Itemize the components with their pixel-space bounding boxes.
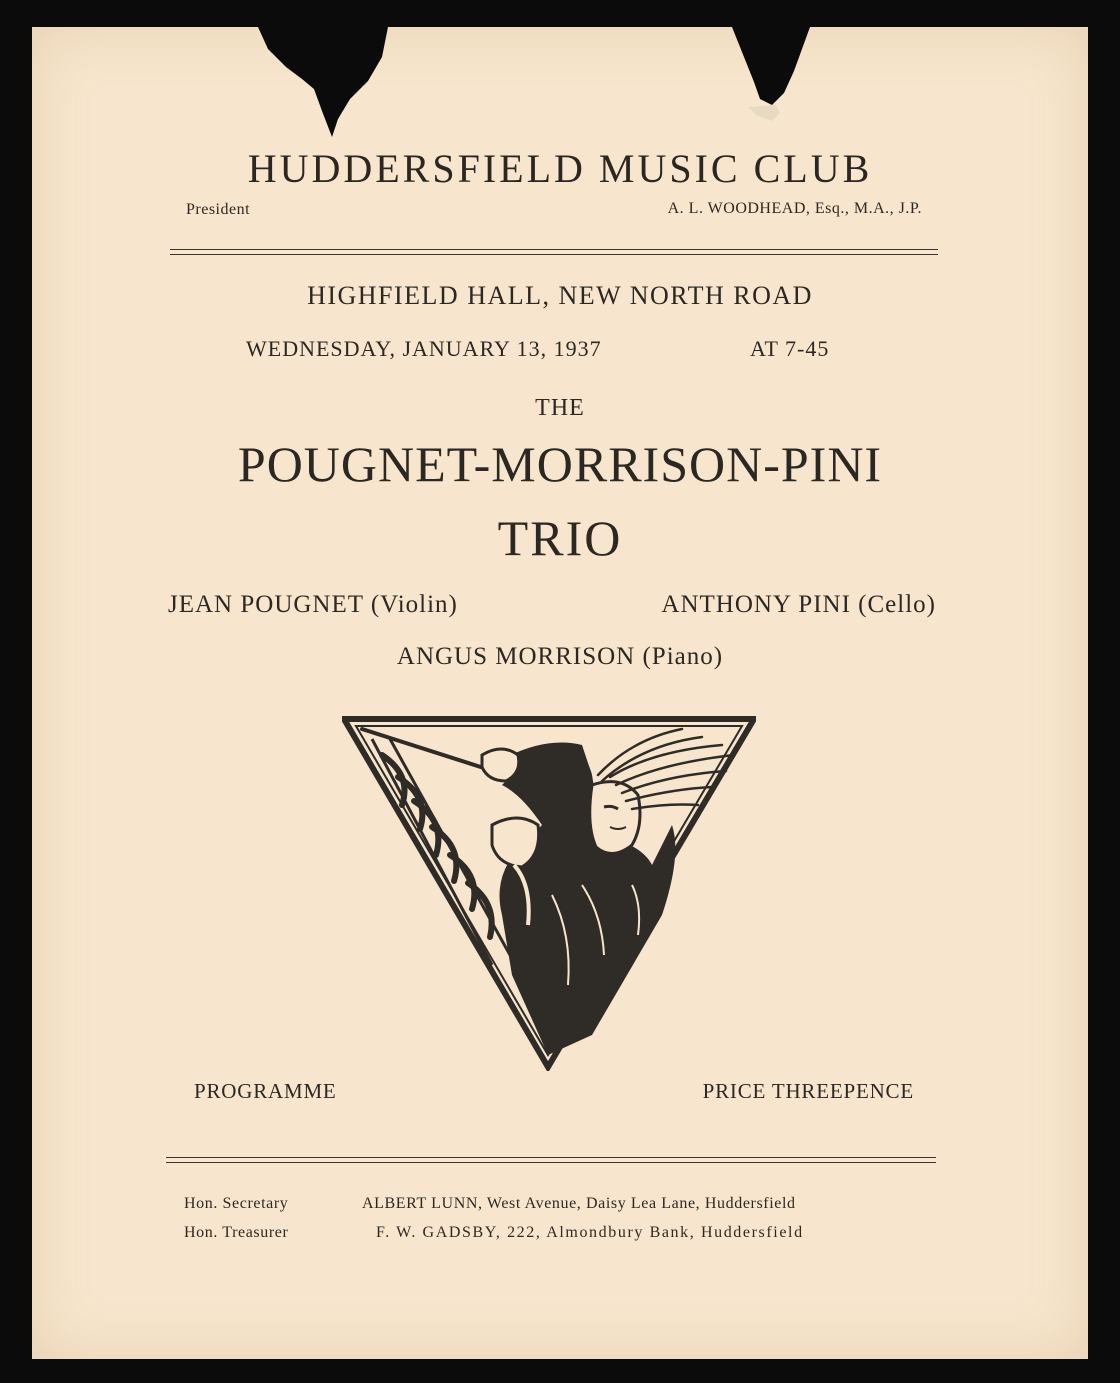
performer-instrument: (Cello) xyxy=(858,591,936,618)
top-divider xyxy=(170,249,938,255)
performer-cello xyxy=(661,591,936,619)
bottom-divider xyxy=(166,1157,936,1163)
price-label: PRICE THREEPENCE xyxy=(702,1079,914,1103)
conductor-triangle-woodcut-icon xyxy=(342,715,756,1071)
president-name: A. L. WOODHEAD, Esq., M.A., J.P. xyxy=(667,200,922,217)
treasurer-role: Hon. Treasurer xyxy=(184,1224,289,1241)
ensemble-name: POUGNET-MORRISON-PINI xyxy=(237,436,883,492)
performer-instrument: (Violin) xyxy=(370,591,458,618)
concert-time: AT 7-45 xyxy=(750,336,830,361)
performer-violin xyxy=(168,591,458,619)
treasurer-details: F. W. GADSBY, 222, Almondbury Bank, Huddersfield xyxy=(376,1224,804,1241)
secretary-details: ALBERT LUNN, West Avenue, Daisy Lea Lane, Huddersfield xyxy=(362,1195,796,1212)
performer-name: JEAN POUGNET xyxy=(168,591,364,618)
programme-sheet xyxy=(32,27,1088,1359)
president-label: President xyxy=(186,201,251,218)
performer-name: ANGUS MORRISON xyxy=(396,643,636,670)
torn-edge xyxy=(32,27,1088,147)
concert-date: WEDNESDAY, JANUARY 13, 1937 xyxy=(246,336,602,361)
ensemble-type: TRIO xyxy=(497,510,623,566)
club-title: HUDDERSFIELD MUSIC CLUB xyxy=(247,146,873,191)
performer-name: ANTHONY PINI xyxy=(661,591,851,618)
performer-instrument: (Piano) xyxy=(642,643,724,670)
programme-label: PROGRAMME xyxy=(194,1079,337,1103)
secretary-role: Hon. Secretary xyxy=(184,1195,289,1212)
venue: HIGHFIELD HALL, NEW NORTH ROAD xyxy=(307,281,813,310)
ensemble-article: THE xyxy=(535,395,585,421)
performer-piano xyxy=(32,643,1088,671)
